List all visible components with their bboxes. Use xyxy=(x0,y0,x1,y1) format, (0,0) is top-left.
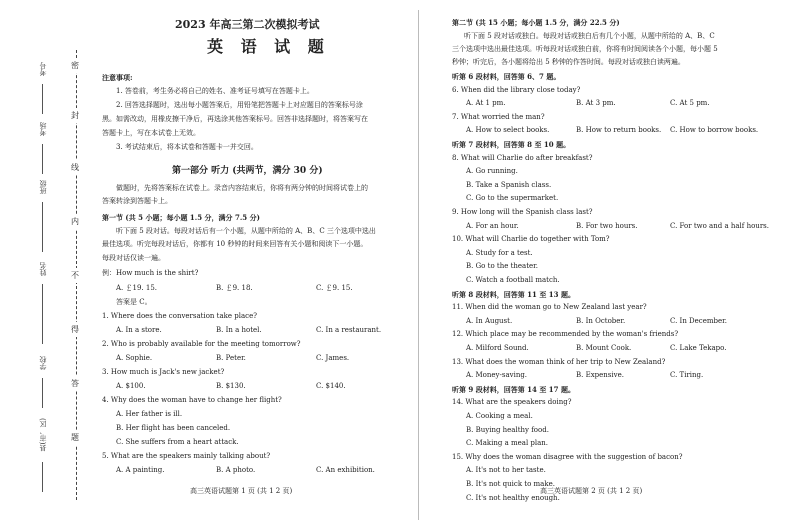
option-c: C. Tiring. xyxy=(670,371,704,380)
option-b: B. Peter. xyxy=(216,354,246,362)
notice-line: 1. 答卷前，考生务必将自己的姓名、准考证号填写在答题卡上。 xyxy=(116,87,314,95)
option-b: B. $130. xyxy=(216,382,246,390)
option-c: C. Go to the supermarket. xyxy=(466,194,559,203)
notice-line: 2. 回答选择题时，选出每小题答案后，用铅笔把答题卡上对应题目的答案标号涂 xyxy=(116,101,363,109)
option-a: A. In August. xyxy=(466,316,513,325)
question-text: 10. What will Charlie do together with Tom? xyxy=(452,235,610,244)
material-header: 听第 9 段材料，回答第 14 至 17 题。 xyxy=(452,384,575,394)
page-footer-right: 高三英语试题第 2 页 (共 1 2 页) xyxy=(540,487,643,495)
question-text: 4. Why does the woman have to change her flight? xyxy=(102,396,282,404)
option-c: C. In a restaurant. xyxy=(316,326,382,334)
option-a: A. How to select books. xyxy=(466,126,550,135)
notice-line: 3. 考试结束后，将本试卷和答题卡一并交回。 xyxy=(116,143,258,151)
gutter-label-name: 姓名 xyxy=(39,262,47,276)
part1-intro: 答案转涂到答题卡上。 xyxy=(102,197,172,205)
subject-title: 英 语 试 题 xyxy=(207,37,330,56)
option-c: C. At 5 pm. xyxy=(670,99,710,108)
option-a: A. A painting. xyxy=(116,466,165,474)
option-c: C. James. xyxy=(316,354,350,362)
question-text: 3. How much is Jack's new jacket? xyxy=(102,368,225,376)
option-a: A. Study for a test. xyxy=(466,248,533,257)
option-b: B. In October. xyxy=(576,316,626,325)
option-a: A. Cooking a meal. xyxy=(466,412,533,420)
part1-title: 第一部分 听力 (共两节，满分 30 分) xyxy=(172,166,323,176)
option-a: A. Milford Sound. xyxy=(466,344,529,352)
option-c: C. Lake Tekapo. xyxy=(670,344,727,352)
option-b: B. Her flight has been canceled. xyxy=(116,424,231,432)
section1-intro: 每段对话仅读一遍。 xyxy=(102,254,165,262)
gutter-label-exam-room: 考场 xyxy=(39,122,47,136)
section2-intro: 听下面 5 段对话或独白。每段对话或独白后有几个小题，从题中所给的 A、B、C xyxy=(464,32,715,40)
option-c: C. It's not healthy enough. xyxy=(466,493,560,502)
example-option-a: A. ￡19. 15. xyxy=(116,284,157,292)
section2-intro: 三个选项中选出最佳选项。听每段对话或独白前，你将有时间阅读各个小题，每小题 5 xyxy=(452,45,718,53)
option-c: C. Watch a football match. xyxy=(466,276,560,284)
option-b: B. At 3 pm. xyxy=(576,99,616,108)
gutter-label-county: 县(市、区) xyxy=(39,418,47,452)
option-b: B. How to return books. xyxy=(576,126,662,135)
option-c: C. In December. xyxy=(670,316,727,325)
option-b: B. Go to the theater. xyxy=(466,262,538,271)
question-text: 8. What will Charlie do after breakfast? xyxy=(452,153,593,162)
option-c: C. For two and a half hours. xyxy=(670,221,769,230)
option-a: A. Go running. xyxy=(466,167,518,176)
question-text: 1. Where does the conversation take place? xyxy=(102,312,257,320)
gutter-blank xyxy=(42,84,43,114)
question-text: 7. What worried the man? xyxy=(452,112,545,121)
notice-line: 答题卡上，写在本试卷上无效。 xyxy=(102,129,200,137)
gutter-label-exam-number: 考号 xyxy=(39,62,47,76)
option-b: B. In a hotel. xyxy=(216,326,262,334)
column-divider xyxy=(418,10,419,520)
example-option-b: B. ￡9. 18. xyxy=(216,284,253,292)
question-text: 11. When did the woman go to New Zealand last year? xyxy=(452,303,647,312)
seal-char: 得 xyxy=(71,322,79,337)
option-b: B. It's not quick to make. xyxy=(466,480,555,488)
option-c: C. Making a meal plan. xyxy=(466,439,549,448)
option-a: A. $100. xyxy=(116,382,146,390)
part1-intro: 做题时，先将答案标在试卷上。录音内容结束后，你将有两分钟的时间将试卷上的 xyxy=(116,184,368,192)
material-header: 听第 6 段材料，回答第 6、7 题。 xyxy=(452,72,561,81)
section1-intro: 最佳选项。听完每段对话后，你都有 10 秒钟的时间来回答有关小题和阅读下一小题。 xyxy=(102,240,368,248)
material-header: 听第 7 段材料，回答第 8 至 10 题。 xyxy=(452,140,571,149)
option-c: C. She suffers from a heart attack. xyxy=(116,438,239,446)
question-text: 13. What does the woman think of her trip to New Zealand? xyxy=(452,357,666,366)
notice-line: 黑。如需改动，用橡皮擦干净后，再选涂其他答案标号。回答非选择题时，将答案写在 xyxy=(102,115,368,123)
option-a: A. Her father is ill. xyxy=(116,410,183,418)
option-a: A. For an hour. xyxy=(466,221,519,230)
question-text: 12. Which place may be recommended by the woman's friends? xyxy=(452,330,679,339)
option-c: C. $140. xyxy=(316,382,346,390)
option-c: C. An exhibition. xyxy=(316,466,375,474)
gutter-label-class: 班级 xyxy=(39,180,47,194)
gutter-blank xyxy=(42,378,43,408)
seal-char: 内 xyxy=(71,214,79,229)
question-text: 6. When did the library close today? xyxy=(452,85,581,94)
option-c: C. How to borrow books. xyxy=(670,126,759,135)
seal-char: 不 xyxy=(71,268,79,283)
question-text: 9. How long will the Spanish class last? xyxy=(452,208,593,216)
binding-gutter xyxy=(0,0,90,529)
option-b: B. For two hours. xyxy=(576,221,638,230)
seal-char: 线 xyxy=(71,160,79,175)
option-b: B. Mount Cook. xyxy=(576,344,632,352)
question-text: 2. Who is probably available for the meeting tomorrow? xyxy=(102,340,301,348)
option-a: A. In a store. xyxy=(116,326,162,334)
section1-title: 第一节 (共 5 小题；每小题 1.5 分，满分 7.5 分) xyxy=(102,213,260,222)
seal-char: 封 xyxy=(71,108,79,123)
option-a: A. Money-saving. xyxy=(466,371,528,380)
option-a: A. Sophie. xyxy=(116,354,153,362)
option-b: B. A photo. xyxy=(216,466,256,474)
option-b: B. Buying healthy food. xyxy=(466,425,549,434)
section2-title: 第二节 (共 15 小题；每小题 1.5 分，满分 22.5 分) xyxy=(452,18,620,27)
option-a: A. It's not to her taste. xyxy=(466,466,546,475)
notice-title: 注意事项: xyxy=(102,73,133,82)
gutter-label-school: 学校 xyxy=(39,356,47,370)
seal-char: 密 xyxy=(71,58,79,73)
question-text: 5. What are the speakers mainly talking about? xyxy=(102,452,271,460)
gutter-blank xyxy=(42,284,43,344)
page-footer-left: 高三英语试题第 1 页 (共 1 2 页) xyxy=(190,487,293,495)
gutter-blank xyxy=(42,144,43,174)
question-text: 14. What are the speakers doing? xyxy=(452,398,572,407)
example-question: 例：How much is the shirt? xyxy=(102,269,199,277)
seal-char: 答 xyxy=(71,376,79,391)
exam-title: 2023 年高三第二次模拟考试 xyxy=(175,18,320,31)
seal-char: 题 xyxy=(71,430,79,445)
gutter-blank xyxy=(42,202,43,252)
option-a: A. At 1 pm. xyxy=(466,99,506,108)
example-option-c: C. ￡9. 15. xyxy=(316,284,353,292)
material-header: 听第 8 段材料，回答第 11 至 13 题。 xyxy=(452,289,575,299)
option-b: B. Expensive. xyxy=(576,371,624,380)
option-b: B. Take a Spanish class. xyxy=(466,180,552,189)
section1-intro: 听下面 5 段对话。每段对话后有一个小题，从题中所给的 A、B、C 三个选项中选出 xyxy=(116,227,376,235)
example-answer: 答案是 C。 xyxy=(116,298,152,306)
question-text: 15. Why does the woman disagree with the suggestion of bacon? xyxy=(452,452,683,461)
section2-intro: 秒钟；听完后，各小题将给出 5 秒钟的作答时间。每段对话或独白读两遍。 xyxy=(452,58,685,66)
gutter-blank xyxy=(42,462,43,492)
